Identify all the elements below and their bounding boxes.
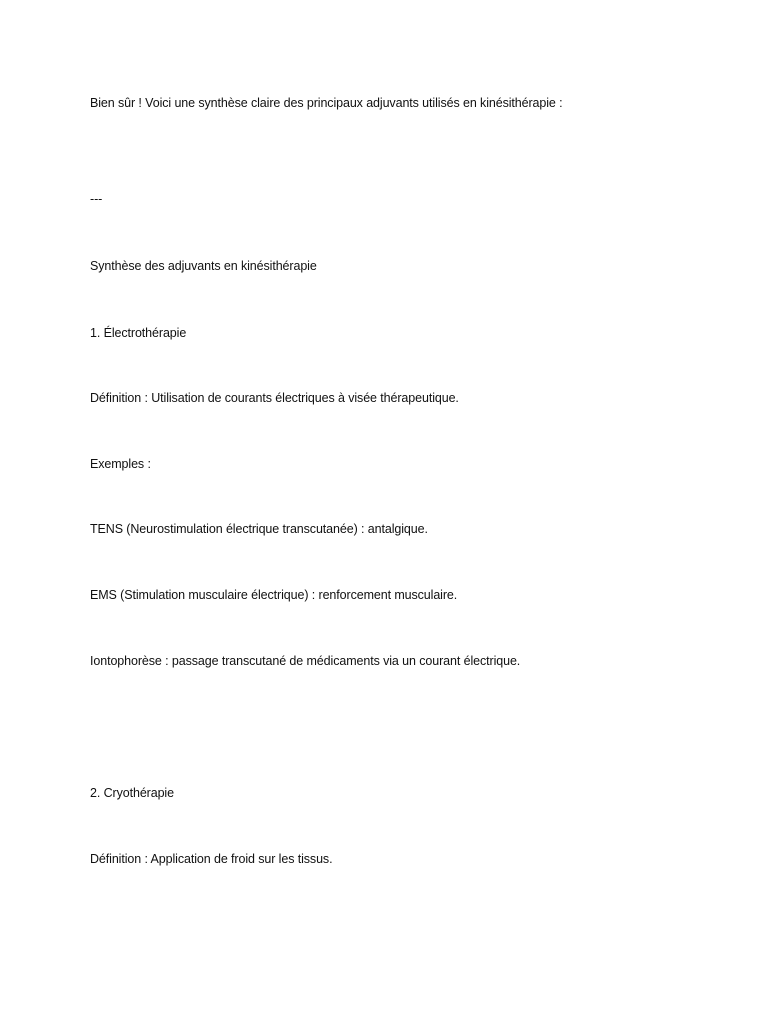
document-title: Synthèse des adjuvants en kinésithérapie [90,259,317,273]
section-definition-cryotherapie: Définition : Application de froid sur les tissus. [90,852,333,866]
examples-label: Exemples : [90,457,151,471]
intro-paragraph: Bien sûr ! Voici une synthèse claire des principaux adjuvants utilisés en kinésithérapie : [90,96,563,110]
section-heading-electrotherapie: 1. Électrothérapie [90,326,187,340]
section-definition-electrotherapie: Définition : Utilisation de courants électriques à visée thérapeutique. [90,391,459,405]
section-heading-cryotherapie: 2. Cryothérapie [90,786,174,800]
separator: --- [90,192,103,206]
example-item-ems: EMS (Stimulation musculaire électrique) : renforcement musculaire. [90,588,458,602]
example-item-tens: TENS (Neurostimulation électrique transcutanée) : antalgique. [90,522,428,536]
example-item-iontophorese: Iontophorèse : passage transcutané de médicaments via un courant électrique. [90,654,521,668]
